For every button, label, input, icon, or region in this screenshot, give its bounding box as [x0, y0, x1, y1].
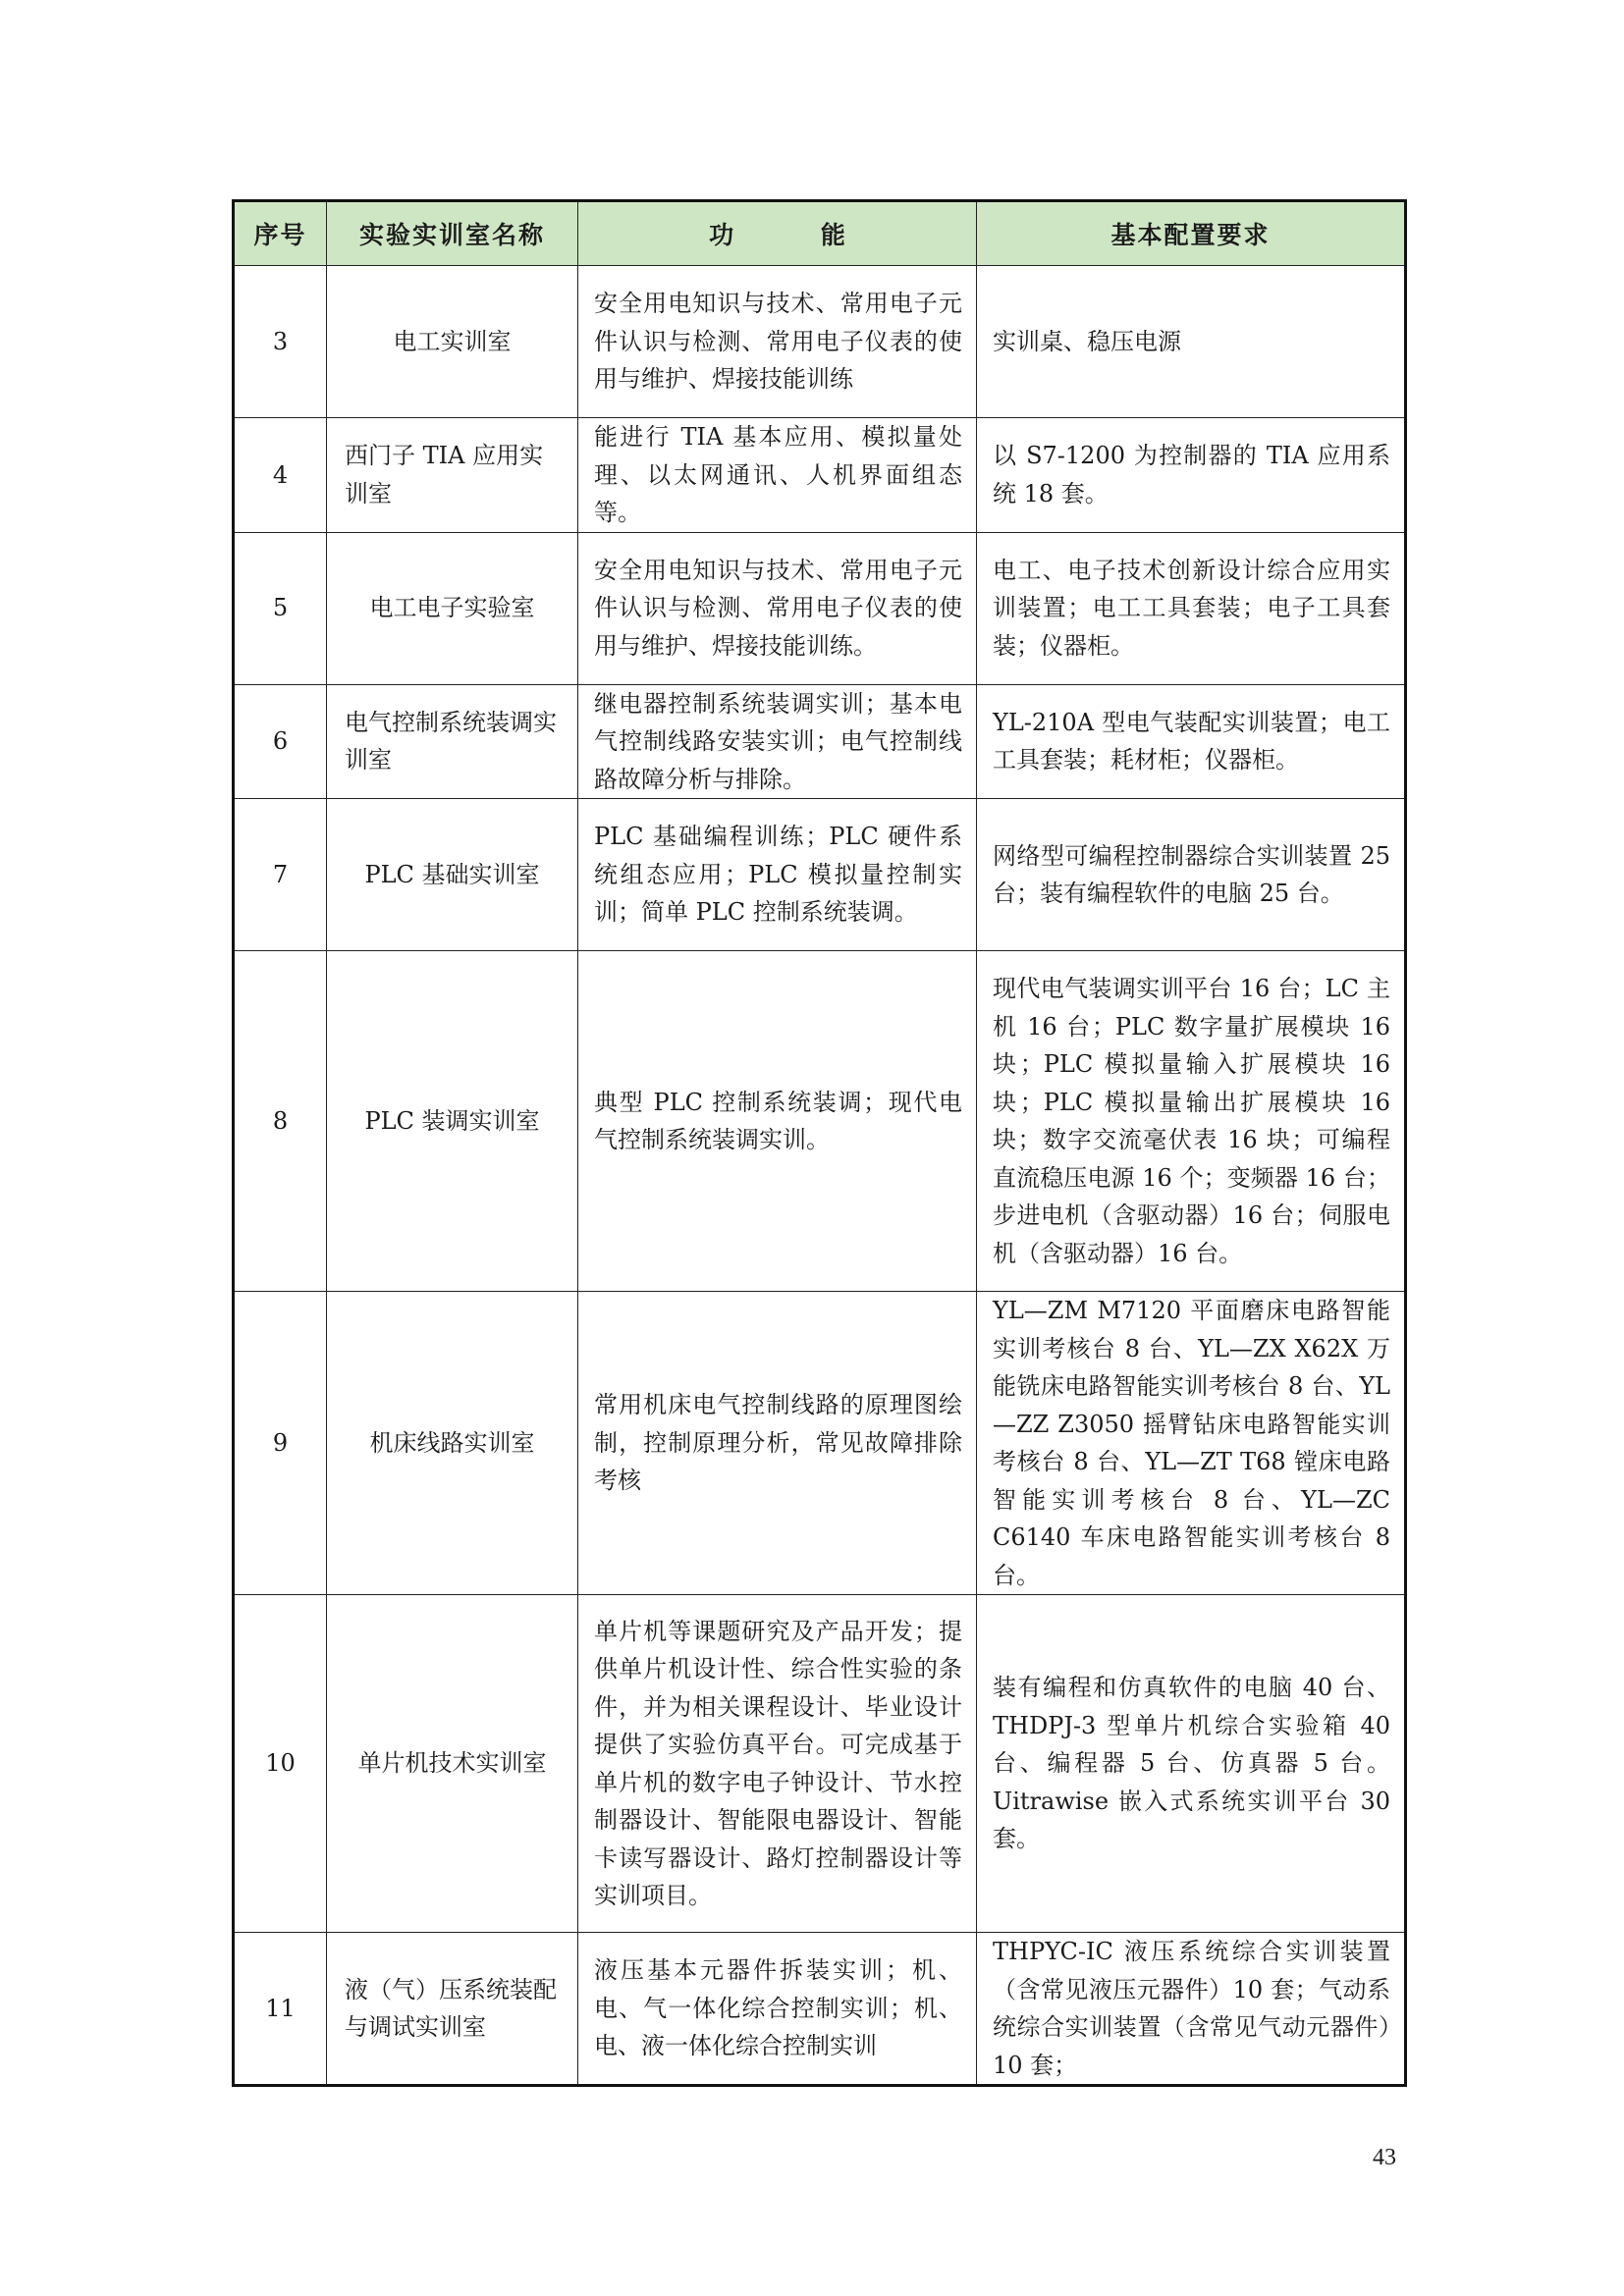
row-room-name: PLC 基础实训室 — [327, 799, 578, 951]
row-function: 继电器控制系统装调实训；基本电气控制线路安装实训；电气控制线路故障分析与排除。 — [578, 684, 977, 799]
header-config: 基本配置要求 — [977, 201, 1406, 266]
table-row — [234, 1292, 1406, 1595]
table-row — [234, 266, 1406, 418]
row-index: 4 — [234, 418, 327, 533]
row-function: 典型 PLC 控制系统装调；现代电气控制系统装调实训。 — [578, 951, 977, 1292]
row-index: 6 — [234, 684, 327, 799]
table-row — [234, 1933, 1406, 2086]
row-room-name: 电工实训室 — [327, 266, 578, 418]
row-config: YL-210A 型电气装配实训装置；电工工具套装；耗材柜；仪器柜。 — [977, 684, 1406, 799]
header-function: 功 能 — [578, 201, 977, 266]
table-row — [234, 799, 1406, 951]
row-index: 7 — [234, 799, 327, 951]
row-room-name: 液（气）压系统装配与调试实训室 — [327, 1933, 578, 2086]
row-config: THPYC-IC 液压系统综合实训装置（含常见液压元器件）10 套；气动系统综合实训装置（含常见气动元器件）10 套； — [977, 1933, 1406, 2086]
row-room-name: PLC 装调实训室 — [327, 951, 578, 1292]
row-config: YL—ZM M7120 平面磨床电路智能实训考核台 8 台、YL—ZX X62X 万能铣床电路智能实训考核台 8 台、YL—ZZ Z3050 摇臂钻床电路智能实训考核台 8 台、YL—ZT T68 镗床电路智能实训考核台 8 台、YL—ZC C6140 车床电路智能实训考核台 8 台。 — [977, 1292, 1406, 1595]
page-number: 43 — [1373, 2145, 1396, 2170]
lab-table — [232, 199, 1407, 2087]
row-function: 单片机等课题研究及产品开发；提供单片机设计性、综合性实验的条件，并为相关课程设计、毕业设计提供了实验仿真平台。可完成基于单片机的数字电子钟设计、节水控制器设计、智能限电器设计、智能卡读写器设计、路灯控制器设计等实训项目。 — [578, 1595, 977, 1933]
row-index: 11 — [234, 1933, 327, 2086]
table-row — [234, 1595, 1406, 1933]
row-config: 现代电气装调实训平台 16 台；LC 主机 16 台；PLC 数字量扩展模块 16 块；PLC 模拟量输入扩展模块 16 块；PLC 模拟量输出扩展模块 16 块；数字交流毫伏表 16 块；可编程直流稳压电源 16 个；变频器 16 台；步进电机（含驱动器）16 台；伺服电机（含驱动器）16 台。 — [977, 951, 1406, 1292]
row-config: 装有编程和仿真软件的电脑 40 台、THDPJ-3 型单片机综合实验箱 40 台、编程器 5 台、仿真器 5 台。 Uitrawise 嵌入式系统实训平台 30 套。 — [977, 1595, 1406, 1933]
row-index: 8 — [234, 951, 327, 1292]
row-room-name: 电气控制系统装调实训室 — [327, 684, 578, 799]
header-index: 序号 — [234, 201, 327, 266]
row-room-name: 电工电子实验室 — [327, 532, 578, 684]
row-config: 实训桌、稳压电源 — [977, 266, 1406, 418]
row-function: 常用机床电气控制线路的原理图绘制，控制原理分析，常见故障排除考核 — [578, 1292, 977, 1595]
table-row — [234, 418, 1406, 533]
table-row — [234, 684, 1406, 799]
row-room-name: 西门子 TIA 应用实训室 — [327, 418, 578, 533]
row-config: 网络型可编程控制器综合实训装置 25 台；装有编程软件的电脑 25 台。 — [977, 799, 1406, 951]
header-row — [234, 201, 1406, 266]
row-function: 安全用电知识与技术、常用电子元件认识与检测、常用电子仪表的使用与维护、焊接技能训练。 — [578, 532, 977, 684]
row-config: 以 S7-1200 为控制器的 TIA 应用系统 18 套。 — [977, 418, 1406, 533]
row-config: 电工、电子技术创新设计综合应用实训装置；电工工具套装；电子工具套装；仪器柜。 — [977, 532, 1406, 684]
row-room-name: 单片机技术实训室 — [327, 1595, 578, 1933]
row-function: 安全用电知识与技术、常用电子元件认识与检测、常用电子仪表的使用与维护、焊接技能训练 — [578, 266, 977, 418]
row-index: 9 — [234, 1292, 327, 1595]
row-index: 3 — [234, 266, 327, 418]
row-index: 5 — [234, 532, 327, 684]
row-function: PLC 基础编程训练；PLC 硬件系统组态应用；PLC 模拟量控制实训；简单 PLC 控制系统装调。 — [578, 799, 977, 951]
row-function: 能进行 TIA 基本应用、模拟量处理、以太网通讯、人机界面组态等。 — [578, 418, 977, 533]
row-function: 液压基本元器件拆装实训；机、电、气一体化综合控制实训；机、电、液一体化综合控制实训 — [578, 1933, 977, 2086]
row-index: 10 — [234, 1595, 327, 1933]
table-row — [234, 532, 1406, 684]
row-room-name: 机床线路实训室 — [327, 1292, 578, 1595]
table-row — [234, 951, 1406, 1292]
header-room-name: 实验实训室名称 — [327, 201, 578, 266]
